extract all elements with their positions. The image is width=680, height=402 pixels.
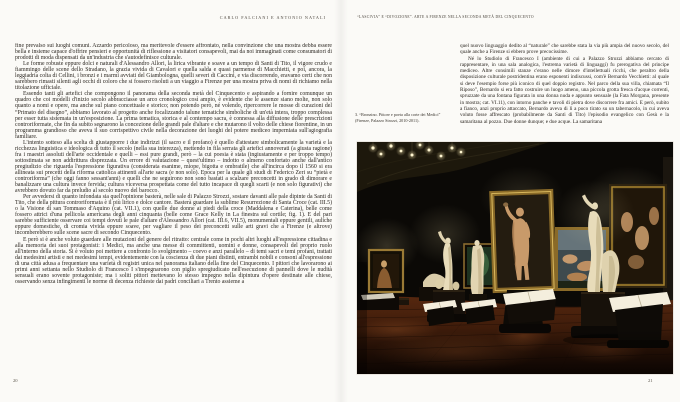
lectern-book: [503, 289, 556, 324]
floor-vignette: [357, 328, 673, 374]
corner-shade: [357, 262, 367, 374]
paragraph: fine prevalso sui luoghi comuni. Azzardo pericoloso, ma meritevole d'essere affrontato, nella convinzione che una mostra debba essere bella e insieme capace d'offrire pensieri e opportunità di riflessione a visitatori consapevoli, mai da noi immaginati come consumatori di prodotti di moda dispensati da un'industria che s'autodefinisce culturale.: [15, 43, 332, 62]
figure-caption: [355, 112, 457, 123]
paragraph: Le forme robuste eppure dolci e naturali d'Alessandro Allori, la lirica vibrante e soave a un tempo di Santi di Tito, il vigore crudo e fiammingo delle scene dello Stradano, la grazia vivida di Cavalori e quella salda e quasi parmense di Macchietti, e poi, ancora, la leggiadria colta di Cellini, i bronzi e i marmi avviati del Giambologna, quelli severi di Caccini, e via discorrendo, eravamo certi che non sarebbero rimasti silenti agli occhi di coloro che si fossero risoluti a un viaggio a Firenze per una mostra priva di nomi di richiamo nella titolazione ufficiale.: [15, 61, 332, 92]
left-body-text: [15, 43, 332, 377]
paragraph: Né lo Studiolo di Francesco I (ambiente di cui a Palazzo Strozzi abbiamo cercato di rappresentare, in una sala analogica, l'estrema varietà di linguaggi) fu prerogativa del principe mediceo. Altre consimili stanze c'erano nelle dimore d'intellettuali ricchi, che peraltro della disposizione culturale postridentina erano esponenti indiscussi, com'è Bernardo Vecchietti: al quale si deve l'esempio forse più iconico di quel doppio registro. Nel parco della sua villa, chiamata “Il Riposo”, Bernardo si era fatto costruire un luogo ameno, una piccola grotta fresca d'acque correnti, spruzzate da una fontana figurata in una donna nuda e appunto sensuale (la Fata Morgana, presente in mostra; cat. VI.11), con intorno panche e tavoli di pietra dove discorrere fra amici. E però, subito a fianco, anzi proprio attaccato, Bernardo aveva di lì a poco tirato su un tabernacolo, in cui aveva voluto fosse affrescato (probabilmente da Santi di Tito) l'episodio evangelico con Gesù e la samaritana al pozzo. Due donne dunque; e due acque. La samaritana: [460, 55, 669, 125]
right-running-header: “LASCIVIA” E “DIVOZIONE”. ARTE A FIRENZE NELLA SECONDA METÀ DEL CINQUECENTO: [357, 15, 534, 19]
paragraph: E però si è anche voluto guardare alle mutazioni del genere del ritratto: centrale come in pochi altri luoghi all'espressione cittadina e alla memoria dei suoi protagonisti: i Medici, ma anche una messe di committenti, uomini e donne, consapevoli del proprio ruolo all'interno della storia. Si è voluto poi mettere a confronto lo svolgimento – coevo e anzi parallelo – di temi sacri e temi profani, trattati dai medesimi artisti e nei medesimi tempi, evidentemente con la coscienza di due piani distinti, entrambi nobili e consoni all'espressione di una città adusa a frequentare una varietà di registri unica nel panorama italiano della fine del Cinquecento. I pittori che lavorarono ai primi anni settanta nello Studiolo di Francesco I s'impegnarono con piglio spregiudicato nell'esecuzione di pannelli dove le nudità sensuali erano sovente protagoniste; ma i soliti pittori mettevano lo stesso impegno nella dipintura d'opere destinate alle chiese, osservando senza infingimenti le norme di decenza richieste dai padri conciliari a Trento assieme a: [15, 236, 332, 285]
page-gutter: [334, 0, 348, 402]
right-page-number: 21: [648, 378, 653, 383]
paragraph: Per avvedersi di quanto infondata sia quell'opinione basterà, nelle sale di Palazzo Strozzi, sostare davanti alle pale dipinte da Santi di Tito, che della pittura controriformata è il più lirico e dolce cantore. Basterà guardare la sublime Resurrezione di Santa Croce (cat. III.5) o la Visione di san Tommaso d'Aquino (cat. VII.1), con quelle due donne ai piedi della croce (Maddalena e Caterina), belle come fossero attrici d'una pellicola americana degli anni cinquanta (belle come Grace Kelly in La finestra sul cortile; fig. 1). E del pari sarebbe sufficiente osservare coi tempi dovuti le pale d'altare d'Alessandro Allori (cat. III.6, VII.5), monumentali eppure gentili, auliche eppure domestiche, di cromia vivida eppure soave, per vagliare il peso dei preconcetti sulle arti gravi che a Firenze (e altrove) incomberebbero sulle scene sacre di secondo Cinquecento.: [15, 194, 332, 237]
figure-caption-line2: (Firenze, Palazzo Strozzi, 2010-2011).: [355, 117, 420, 123]
exhibition-photo: [357, 142, 673, 374]
left-running-header: CARLO FALCIANI E ANTONIO NATALI: [219, 15, 326, 20]
figure-caption-line1: 3. “Bronzino. Pittore e poeta alla corte dei Medici”: [355, 112, 441, 117]
paragraph: L'intento sotteso alla scelta di giustapporre i due indirizzi (il sacro e il profano) è quello d'attestare simbolicamente la varietà e la ricchezza linguistica e ideologica di tutto il secolo (nella sua interezza), mettendo in fila serrata gli artefici annoverati (a giusta ragione) fra i maestri assoluti dell'arte occidentale e quelli – essi pure grandi, però – la cui poesia è stata (ingiustamente e per troppo tempo) sottostimata se non addirittura disprezzata. Un errore di valutazione – quest'ultimo – indotto o almeno confortato anche dall'antico pregiudizio che riguarda l'espressione figurativa (considerata esanime, miope, bigotta e ombratile) che all'incirca dopo il 1560 si era allineata sui precetti della riforma cattolica attinenti all'arte sacra (e non solo). Epoca per la quale gli studi di Federico Zeri su “pietà e controriforma” (che oggi fanno sessant'anni) e quelli che ne seguirono non sono bastati a scalzare preconcetti in grado di dimorare e banalizzare una cultura invece fervida; cultura viceversa prospettata come del tutto incapace di quegli scarti (e non solo figurativi) che avrebbero dovuto far da preludio al secolo nuovo del barocco.: [15, 139, 332, 195]
right-body-text: [460, 43, 669, 139]
paragraph: Essendo tanti gli artefici che compongono il panorama della seconda metà del Cinquecento e aspirando a fornire comunque un quadro che coi modelli d'inizio secolo abbracciasse un arco cronologico così ampio, è evidente che le assenze siano molte, non solo quanto a nomi e opere, ma anche sul piano concettuale e storico; non potendo però, né volendo, ripercorrere le mosse di curazioni del “Primato del disegno”, abbiamo lavorato al progetto anche focalizzando talune tematiche simboliche di un'età intera, troppo complessa per esser tutta sistemata in un'esposizione. La prima tematica, storica e al contempo sacra, è connessa alla diffusione delle prescrizioni controriformate, che fin da subito segnarono la concezione delle grandi pale d'altare e che mutarono il volto delle chiese fiorentine, in un programma grandioso che aveva il suo corrispettivo civile nella decorazione dei luoghi del potere mediceo imperniata sull'agiografia familiare.: [15, 91, 332, 140]
left-page-number: 20: [13, 378, 18, 383]
paragraph: quel nuovo linguaggio dedito al “naturale” che sarebbe stata la via più ampia del nuovo secolo, del quale anche a Firenze si ebbero prove precocissime.: [460, 43, 669, 56]
